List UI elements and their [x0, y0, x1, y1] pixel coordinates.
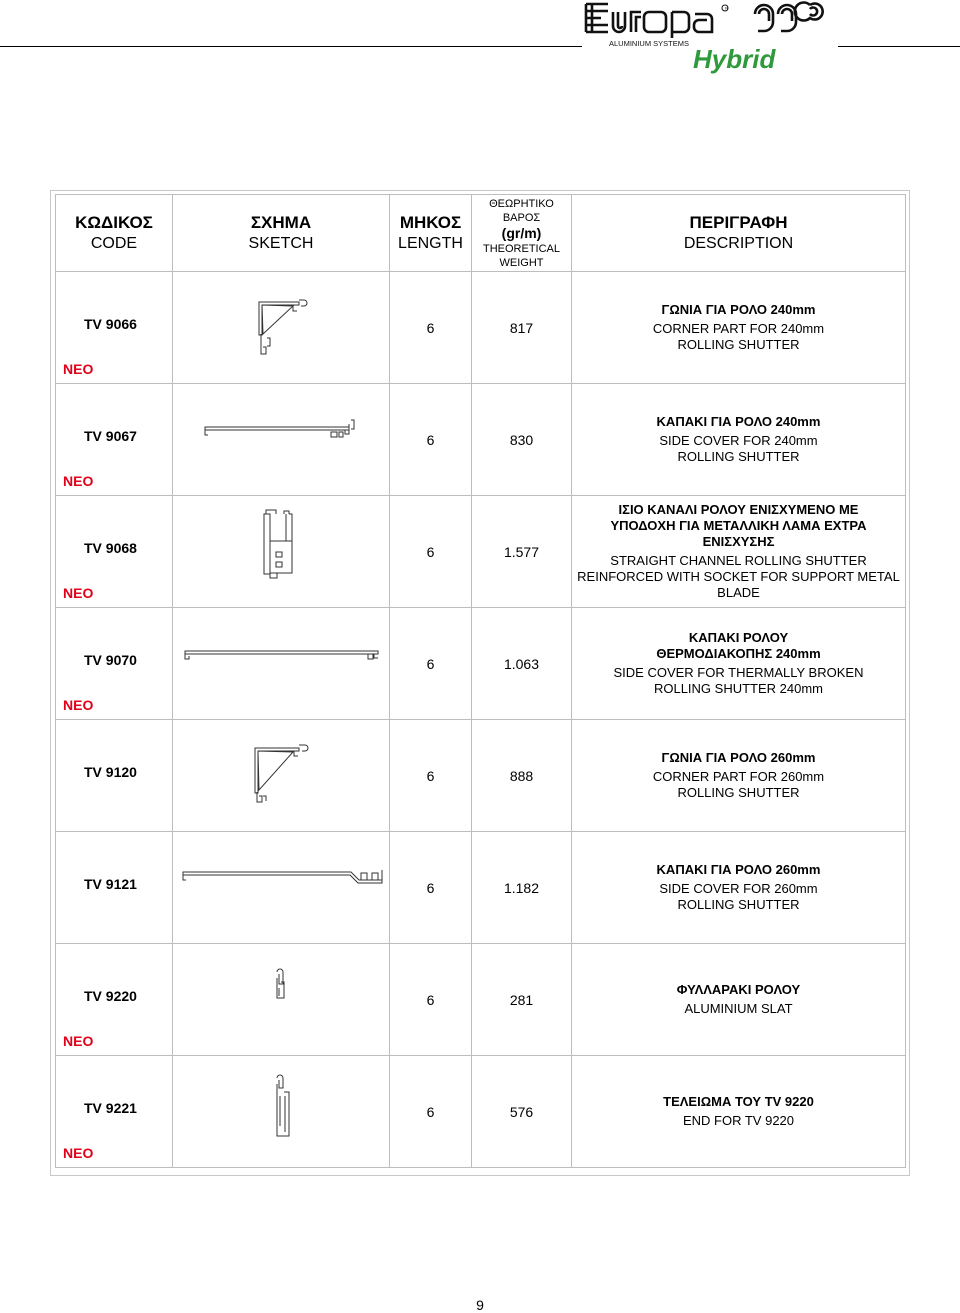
cell-length: 6: [390, 832, 472, 944]
profile-sketch: [173, 720, 390, 831]
col-code-en: CODE: [90, 235, 138, 252]
description-english: ROLLING SHUTTER: [677, 897, 800, 912]
col-weight-gr1: ΘΕΩΡΗΤΙΚΟ: [489, 197, 554, 210]
table-row: [56, 1056, 906, 1168]
cell-description: [572, 384, 906, 496]
cell-description: [572, 944, 906, 1056]
cell-length: 6: [390, 384, 472, 496]
cell-weight: 1.182: [472, 832, 572, 944]
col-description-en: DESCRIPTION: [683, 235, 794, 252]
cell-description: [572, 720, 906, 832]
cell-code: [56, 832, 173, 944]
table-row: [56, 496, 906, 608]
cell-length: 6: [390, 272, 472, 384]
description-greek: ΙΣΙΟ ΚΑΝΑΛΙ ΡΟΛΟΥ ΕΝΙΣΧΥΜΕΝΟ ΜΕ: [618, 502, 859, 517]
col-description-gr: ΠΕΡΙΓΡΑΦΗ: [689, 213, 788, 232]
profile-sketch: [173, 384, 390, 495]
table-row: [56, 832, 906, 944]
col-length-en: LENGTH: [398, 235, 463, 252]
description-greek: ΘΕΡΜΟΔΙΑΚΟΠΗΣ 240mm: [656, 646, 821, 661]
page-number: 9: [476, 1297, 484, 1313]
description-greek: ΓΩΝΙΑ ΓΙΑ ΡΟΛΟ 260mm: [661, 750, 816, 765]
description-greek: ΕΝΙΣΧΥΣΗΣ: [702, 534, 775, 549]
header-rule-right: [838, 46, 960, 47]
col-header-code: [56, 195, 173, 272]
brand-subtitle: ALUMINIUM SYSTEMS: [609, 39, 690, 48]
description-english: CORNER PART FOR 240mm: [652, 321, 825, 336]
col-weight-en1: THEORETICAL: [482, 242, 560, 255]
cell-description: [572, 608, 906, 720]
col-weight-en2: WEIGHT: [499, 256, 544, 269]
cell-code: [56, 944, 173, 1056]
description-english: REINFORCED WITH SOCKET FOR SUPPORT METAL: [577, 569, 900, 584]
new-badge: ΝΕΟ: [63, 1145, 94, 1161]
cell-code: [56, 720, 173, 832]
cell-length: 6: [390, 608, 472, 720]
profile-sketch: [173, 608, 390, 719]
cell-sketch: [173, 608, 390, 720]
profile-code: TV 9068: [84, 540, 137, 556]
description-english: STRAIGHT CHANNEL ROLLING SHUTTER: [610, 553, 867, 568]
cell-sketch: [173, 832, 390, 944]
new-badge: ΝΕΟ: [63, 473, 94, 489]
description-english: END FOR TV 9220: [682, 1113, 795, 1128]
svg-text:Hybrid: Hybrid: [693, 44, 776, 74]
cell-sketch: [173, 1056, 390, 1168]
profile-sketch: [173, 272, 390, 383]
new-badge: ΝΕΟ: [63, 697, 94, 713]
cell-description: [572, 832, 906, 944]
profile-code: TV 9120: [84, 764, 137, 780]
description-greek: ΦΥΛΛΑΡΑΚΙ ΡΟΛΟΥ: [676, 982, 801, 997]
description-greek: ΚΑΠΑΚΙ ΡΟΛΟΥ: [688, 630, 789, 645]
profile-code: TV 9221: [84, 1100, 137, 1116]
description-greek: ΤΕΛΕΙΩΜΑ ΤΟΥ TV 9220: [663, 1094, 814, 1109]
profile-sketch: [173, 944, 390, 1055]
cell-length: 6: [390, 1056, 472, 1168]
description-english: SIDE COVER FOR THERMALLY BROKEN: [613, 665, 864, 680]
cell-sketch: [173, 496, 390, 608]
cell-sketch: [173, 272, 390, 384]
cell-code: [56, 272, 173, 384]
cell-weight: 1.063: [472, 608, 572, 720]
col-header-sketch: [173, 195, 390, 272]
cell-code: [56, 1056, 173, 1168]
description-english: CORNER PART FOR 260mm: [652, 769, 825, 784]
profile-sketch: [173, 1056, 390, 1167]
col-sketch-gr: ΣΧΗΜΑ: [250, 213, 312, 232]
col-sketch-en: SKETCH: [248, 235, 314, 252]
profile-code: TV 9066: [84, 316, 137, 332]
table-row: [56, 272, 906, 384]
description-english: BLADE: [717, 585, 760, 600]
cell-weight: 817: [472, 272, 572, 384]
description-english: SIDE COVER FOR 240mm: [659, 433, 818, 448]
profile-code: TV 9121: [84, 876, 137, 892]
header-rule-left: [0, 46, 582, 47]
profile-sketch: [173, 496, 390, 607]
table-row: [56, 720, 906, 832]
profile-code: TV 9067: [84, 428, 137, 444]
cell-code: [56, 384, 173, 496]
cell-code: [56, 496, 173, 608]
description-english: ROLLING SHUTTER: [677, 449, 800, 464]
col-weight-unit: (gr/m): [501, 224, 542, 241]
new-badge: ΝΕΟ: [63, 585, 94, 601]
description-english: ROLLING SHUTTER 240mm: [653, 681, 824, 696]
new-badge: ΝΕΟ: [63, 1033, 94, 1049]
description-english: ROLLING SHUTTER: [677, 337, 800, 352]
cell-description: [572, 496, 906, 608]
cell-length: 6: [390, 496, 472, 608]
cell-weight: 830: [472, 384, 572, 496]
profile-code: TV 9220: [84, 988, 137, 1004]
svg-text:R: R: [725, 5, 729, 11]
col-code-gr: ΚΩΔΙΚΟΣ: [75, 213, 153, 232]
col-weight-gr2: ΒΑΡΟΣ: [502, 211, 541, 224]
col-header-weight: [472, 195, 572, 272]
cell-sketch: [173, 384, 390, 496]
table-row: [56, 944, 906, 1056]
table-row: [56, 384, 906, 496]
description-greek: ΥΠΟΔΟΧΗ ΓΙΑ ΜΕΤΑΛΛΙΚΗ ΛΑΜΑ ΕΧΤΡΑ: [610, 518, 867, 533]
cell-weight: 281: [472, 944, 572, 1056]
cell-sketch: [173, 720, 390, 832]
col-header-length: [390, 195, 472, 272]
description-greek: ΓΩΝΙΑ ΓΙΑ ΡΟΛΟ 240mm: [661, 302, 816, 317]
description-english: ROLLING SHUTTER: [677, 785, 800, 800]
description-greek: ΚΑΠΑΚΙ ΓΙΑ ΡΟΛΟ 240mm: [656, 414, 821, 429]
description-greek: ΚΑΠΑΚΙ ΓΙΑ ΡΟΛΟ 260mm: [656, 862, 821, 877]
col-length-gr: ΜΗΚΟΣ: [399, 213, 462, 232]
europa-998-hybrid-logo: [583, 0, 835, 74]
cell-sketch: [173, 944, 390, 1056]
profile-sketch: [173, 832, 390, 943]
cell-weight: 576: [472, 1056, 572, 1168]
col-header-description: [572, 195, 906, 272]
new-badge: ΝΕΟ: [63, 361, 94, 377]
cell-description: [572, 272, 906, 384]
cell-description: [572, 1056, 906, 1168]
cell-length: 6: [390, 720, 472, 832]
profile-catalog-table: [55, 194, 906, 1168]
table-row: [56, 608, 906, 720]
cell-weight: 1.577: [472, 496, 572, 608]
profile-code: TV 9070: [84, 652, 137, 668]
cell-weight: 888: [472, 720, 572, 832]
description-english: SIDE COVER FOR 260mm: [659, 881, 818, 896]
description-english: ALUMINIUM SLAT: [684, 1001, 793, 1016]
cell-code: [56, 608, 173, 720]
cell-length: 6: [390, 944, 472, 1056]
